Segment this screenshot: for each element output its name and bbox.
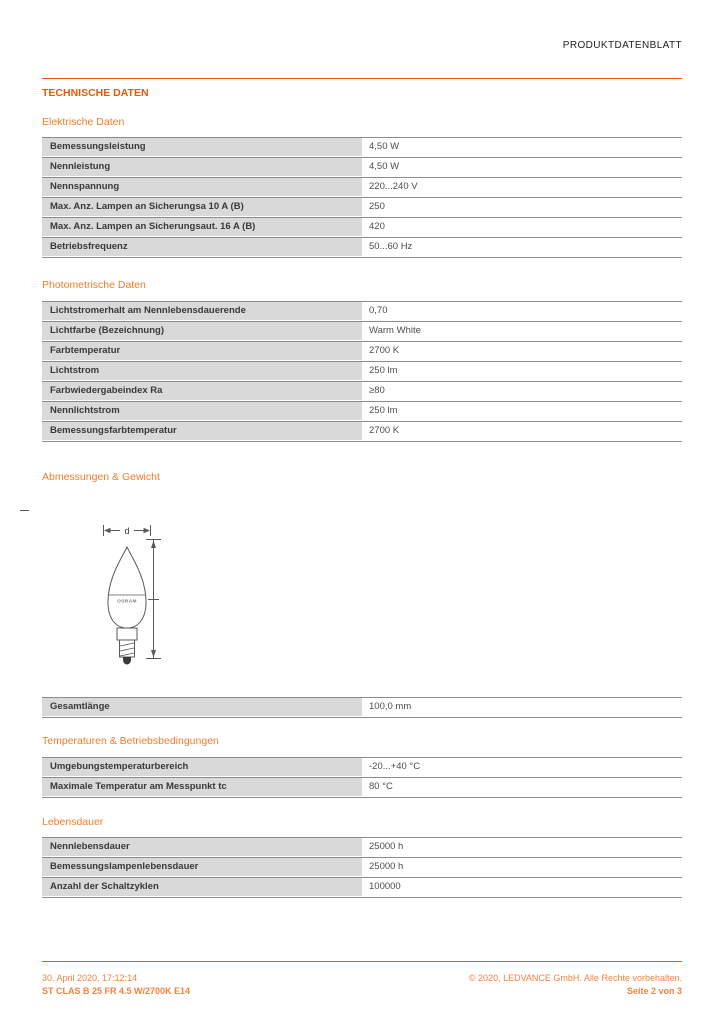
d-dimension-label: d <box>124 526 130 536</box>
section-abmessungen-gewicht <box>42 470 682 718</box>
row-value-cell: Warm White <box>362 322 682 340</box>
row-value-cell: 250 <box>362 198 682 216</box>
table-row <box>42 758 682 777</box>
base-contact-tip <box>123 657 131 665</box>
document-type-title: PRODUKTDATENBLATT <box>562 40 682 51</box>
table-row <box>42 421 682 441</box>
data-table-elektrische-daten <box>42 137 682 258</box>
row-label-cell: Lichtstrom <box>42 362 362 380</box>
row-value-cell: 250 lm <box>362 362 682 380</box>
row-value-cell: 420 <box>362 218 682 236</box>
row-label-cell: Nennleistung <box>42 158 362 176</box>
table-row <box>42 302 682 321</box>
generation-timestamp: 30. April 2020, 17:12:14 <box>42 973 138 983</box>
data-table-photometrische-daten <box>42 301 682 442</box>
row-label-cell: Lichtstromerhalt am Nennlebensdauerende <box>42 302 362 320</box>
table-row <box>42 857 682 877</box>
table-row <box>42 217 682 237</box>
row-label-cell: Bemessungsleistung <box>42 138 362 156</box>
row-value-cell: 100,0 mm <box>362 698 682 716</box>
subsection-heading: Photometrische Daten <box>42 279 146 291</box>
table-row <box>42 197 682 217</box>
page-footer <box>42 961 682 997</box>
footer-left <box>42 972 190 997</box>
row-label-cell: Nennspannung <box>42 178 362 196</box>
data-table-temperaturen <box>42 757 682 798</box>
row-label-cell: Bemessungsfarbtemperatur <box>42 422 362 440</box>
data-table-lebensdauer <box>42 837 682 898</box>
osram-logo-text: OSRAM <box>117 599 137 605</box>
row-value-cell: 2700 K <box>362 422 682 440</box>
subsection-heading: Abmessungen & Gewicht <box>42 471 160 483</box>
subsection-heading: Lebensdauer <box>42 816 104 828</box>
row-label-cell: Max. Anz. Lampen an Sicherungsaut. 16 A (B) <box>42 218 362 236</box>
table-row <box>42 698 682 717</box>
lamp-diagram <box>95 523 190 671</box>
table-row <box>42 237 682 257</box>
section-elektrische-daten <box>42 115 682 258</box>
subsection-heading: Temperaturen & Betriebsbedingungen <box>42 735 219 747</box>
copyright-notice: © 2020, LEDVANCE GmbH. Alle Rechte vorbehalten. <box>468 973 682 983</box>
row-value-cell: 25000 h <box>362 858 682 876</box>
row-value-cell: -20...+40 °C <box>362 758 682 776</box>
row-value-cell: 25000 h <box>362 838 682 856</box>
row-label-cell: Bemessungslampenlebensdauer <box>42 858 362 876</box>
row-label-cell: Farbwiedergabeindex Ra <box>42 382 362 400</box>
bulb-outline <box>108 547 146 628</box>
row-value-cell: 100000 <box>362 878 682 896</box>
header-divider <box>42 78 682 79</box>
table-row <box>42 157 682 177</box>
row-label-cell: Nennlebensdauer <box>42 838 362 856</box>
document-page <box>42 0 682 898</box>
row-value-cell: 4,50 W <box>362 158 682 176</box>
row-label-cell: Anzahl der Schaltzyklen <box>42 878 362 896</box>
row-label-cell: Betriebsfrequenz <box>42 238 362 256</box>
lamp-neck <box>117 628 137 640</box>
row-value-cell: 80 °C <box>362 778 682 796</box>
row-label-cell: Farbtemperatur <box>42 342 362 360</box>
subsection-heading: Elektrische Daten <box>42 116 125 128</box>
data-table-abmessungen <box>42 697 682 718</box>
table-row <box>42 877 682 897</box>
row-value-cell: ≥80 <box>362 382 682 400</box>
table-row <box>42 381 682 401</box>
row-label-cell: Umgebungstemperaturbereich <box>42 758 362 776</box>
section-photometrische-daten <box>42 278 682 442</box>
table-row <box>42 777 682 797</box>
length-dimension-lines <box>146 540 161 659</box>
table-row <box>42 341 682 361</box>
row-value-cell: 2700 K <box>362 342 682 360</box>
table-row <box>42 138 682 157</box>
row-value-cell: 50...60 Hz <box>362 238 682 256</box>
row-label-cell: Maximale Temperatur am Messpunkt tc <box>42 778 362 796</box>
footer-right <box>469 972 682 997</box>
section-lebensdauer <box>42 815 682 898</box>
row-label-cell: Max. Anz. Lampen an Sicherungsa 10 A (B) <box>42 198 362 216</box>
page-number: Seite 2 von 3 <box>626 985 682 996</box>
row-value-cell: 0,70 <box>362 302 682 320</box>
table-row <box>42 177 682 197</box>
product-name: ST CLAS B 25 FR 4.5 W/2700K E14 <box>42 985 191 996</box>
row-value-cell: 220...240 V <box>362 178 682 196</box>
page-header <box>42 0 682 53</box>
table-row <box>42 838 682 857</box>
row-label-cell: Nennlichtstrom <box>42 402 362 420</box>
row-value-cell: 4,50 W <box>362 138 682 156</box>
section-title-technische-daten: TECHNISCHE DATEN <box>42 87 149 99</box>
page-fold-mark <box>20 510 29 511</box>
row-label-cell: Lichtfarbe (Bezeichnung) <box>42 322 362 340</box>
table-row <box>42 401 682 421</box>
section-temperaturen <box>42 734 682 798</box>
dimension-drawing-area <box>42 523 682 671</box>
row-label-cell: Gesamtlänge <box>42 698 362 716</box>
table-row <box>42 321 682 341</box>
table-row <box>42 361 682 381</box>
row-value-cell: 250 lm <box>362 402 682 420</box>
